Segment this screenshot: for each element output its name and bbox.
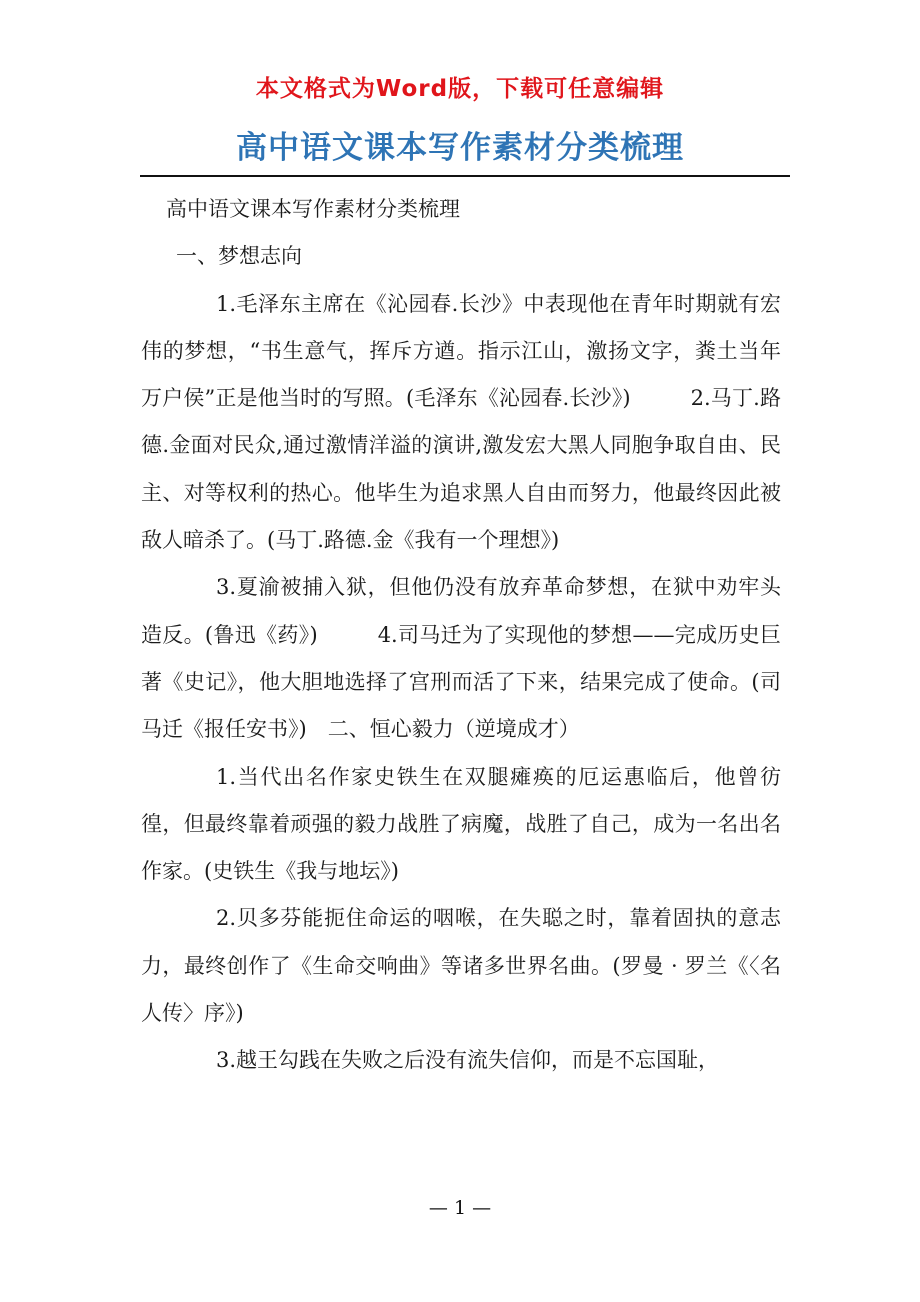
paragraph-3: 1.当代出名作家史铁生在双腿瘫痪的厄运惠临后，他曾彷徨，但最终靠着顽强的毅力战胜了病魔，战胜了自己，成为一名出名作家。(史铁生《我与地坛》) [141, 764, 781, 884]
section-heading-dreams: 一、梦想志向 [176, 244, 302, 269]
item-mlk: 2.马丁.路德.金面对民众,通过激情洋溢的演讲,激发宏大黑人同胞争取自由、民主、对等权利的热心。他毕生为追求黑人自由而努力，他最终因此被敌人暗杀了。(马丁.路德.金《我有一个理想》) [141, 386, 781, 553]
paragraph-5: 3.越王勾践在失败之后没有流失信仰，而是不忘国耻， [216, 1048, 720, 1073]
format-banner: 本文格式为Word版，下载可任意编辑 [255, 76, 665, 102]
paragraph-4: 2.贝多芬能扼住命运的咽喉，在失聪之时，靠着固执的意志力，最终创作了《生命交响曲》等诸多世界名曲。(罗曼 · 罗兰《〈名人传〉序》) [141, 906, 781, 1026]
item-sima-qian: 4.司马迁为了实现他的梦想——完成历史巨著《史记》，他大胆地选择了宫刑而活了下来，结果完成了使命。(司马迁《报任安书》) [141, 622, 781, 742]
title-divider [140, 175, 790, 177]
paragraph-1 [141, 281, 781, 565]
paragraph-2 [141, 564, 781, 753]
section-heading-perseverance: 二、恒心毅力（逆境成才） [327, 717, 580, 742]
document-title: 高中语文课本写作素材分类梳理 [236, 130, 684, 166]
item-xia-yu: 3.夏渝被捕入狱，但他仍没有放弃革命梦想，在狱中劝牢头造反。(鲁迅《药》) [141, 575, 781, 647]
page-number: — 1 — [428, 1197, 492, 1219]
document-body [141, 186, 781, 1085]
body-subtitle: 高中语文课本写作素材分类梳理 [166, 197, 460, 221]
item-mao-zedong: 1.毛泽东主席在《沁园春.长沙》中表现他在青年时期就有宏伟的梦想，“书生意气，挥斥方遒。指示江山，激扬文字，粪土当年万户侯”正是他当时的写照。(毛泽东《沁园春.长沙》) [141, 291, 781, 411]
